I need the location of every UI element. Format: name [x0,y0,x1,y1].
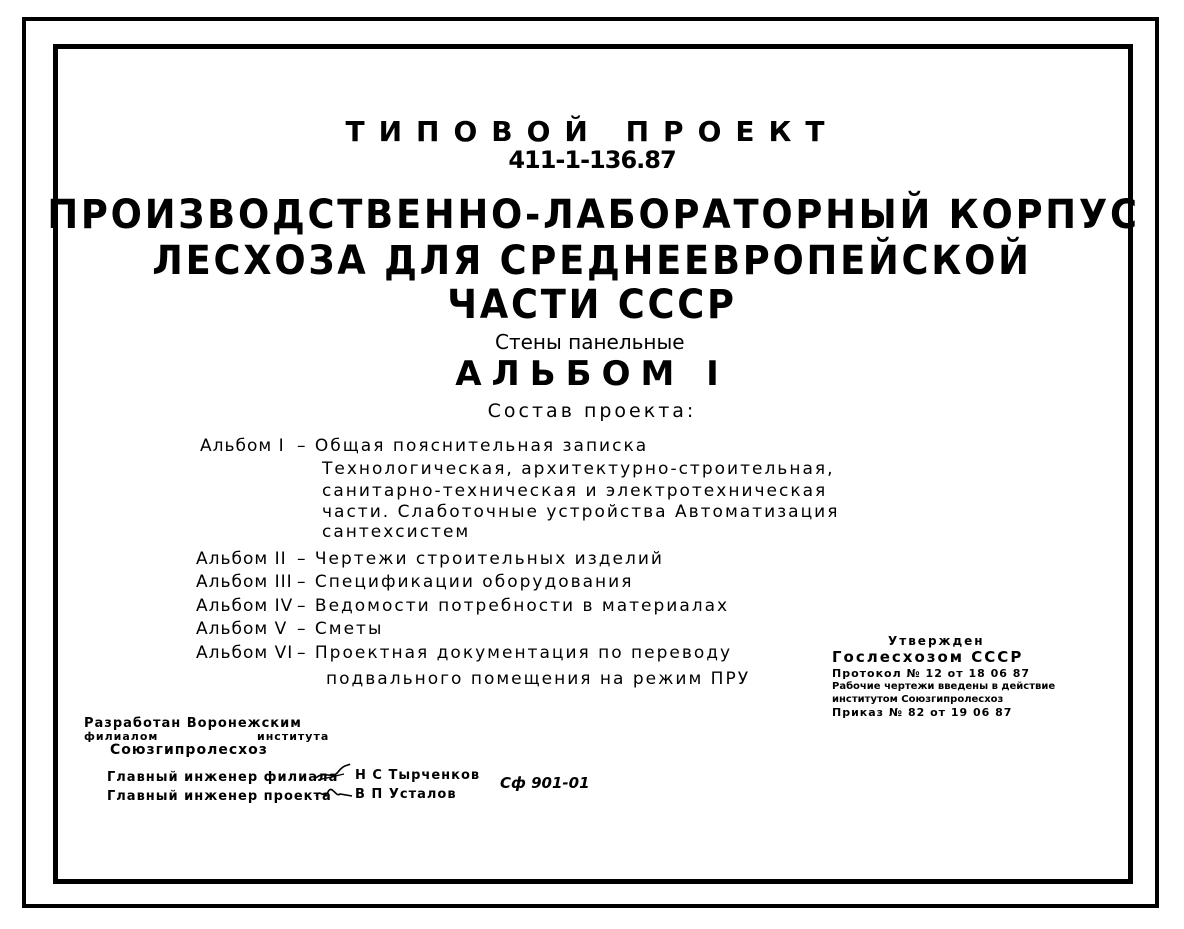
album-6-text-2: подвального помещения на режим ПРУ [326,669,751,689]
album-title: АЛЬБОМ I [455,354,729,394]
signature-role-1: Главный инженер филиала [107,770,339,785]
approval-line-2: Гослесхозом СССР [832,648,1024,666]
composition-heading: Состав проекта: [487,400,697,422]
album-1-text-3: санитарно-техническая и электротехническая [322,481,828,501]
album-1-text-4: части. Слаботочные устройства Автоматизация [322,502,840,522]
album-1-label: Альбом I [200,436,285,456]
developer-line-3: Союзгипролесхоз [110,742,268,758]
album-4-label: Альбом IV [196,596,294,616]
developer-line-2b: института [257,730,330,743]
title-line-1: ПРОИЗВОДСТВЕННО-ЛАБОРАТОРНЫЙ КОРПУС [47,192,1140,238]
heading: ТИПОВОЙ ПРОЕКТ [345,115,839,148]
album-3-text: – Спецификации оборудования [297,572,634,592]
developer-line-1: Разработан Воронежским [84,716,302,731]
album-2-text: – Чертежи строительных изделий [297,549,664,569]
project-code: 411-1-136.87 [508,146,676,174]
approval-line-1: Утвержден [888,634,985,648]
signature-name-2: В П Усталов [355,787,457,802]
signature-role-2: Главный инженер проекта [107,789,332,804]
album-4-text: – Ведомости потребности в материалах [297,596,730,616]
approval-line-3: Протокол № 12 от 18 06 87 [832,667,1031,680]
album-5-label: Альбом V [196,619,288,639]
album-6-text-1: – Проектная документация по переводу [297,643,733,663]
approval-line-6: Приказ № 82 от 19 06 87 [832,706,1013,719]
album-1-text-1: – Общая пояснительная записка [297,436,649,456]
album-1-text-2: Технологическая, архитектурно-строительная, [322,459,835,479]
signature-mark-1 [314,762,352,782]
album-3-label: Альбом III [196,572,293,592]
approval-line-5: институтом Союзгипролесхоз [832,694,1004,705]
subtitle: Стены панельные [495,330,685,354]
title-line-3: ЧАСТИ СССР [447,282,737,328]
signature-mark-2 [314,784,354,802]
title-line-2: ЛЕСХОЗА ДЛЯ СРЕДНЕЕВРОПЕЙСКОЙ [152,238,1032,284]
approval-line-4: Рабочие чертежи введены в действие [832,681,1056,692]
album-1-text-5: сантехсистем [322,522,471,542]
album-6-label: Альбом VI [196,643,294,663]
album-5-text: – Сметы [297,619,384,639]
developer-line-2a: филиалом [84,730,159,743]
album-2-label: Альбом II [196,549,287,569]
sheet-code: Сф 901-01 [500,774,590,792]
signature-name-1: Н С Тырченков [355,768,481,783]
